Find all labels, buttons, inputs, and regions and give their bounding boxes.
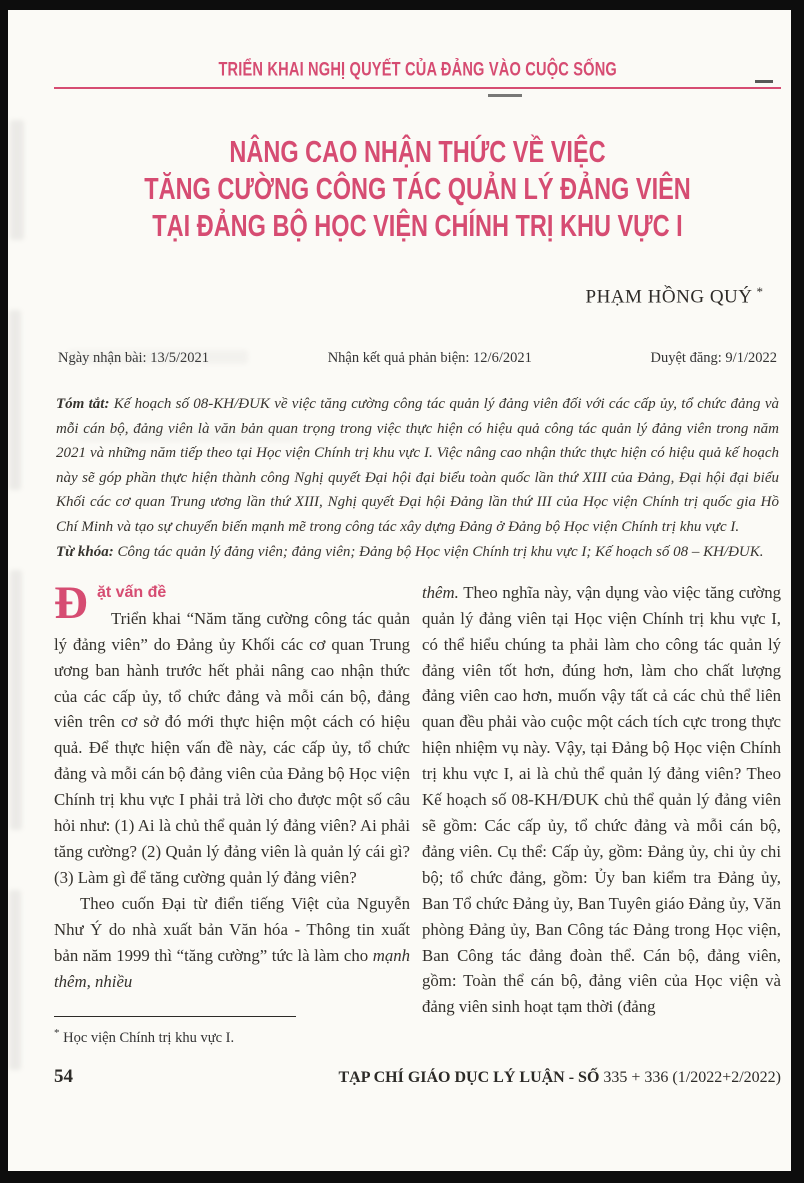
journal-info	[338, 1069, 781, 1087]
title-line-1: NÂNG CAO NHẬN THỨC VỀ VIỆC	[229, 134, 606, 169]
footnote	[54, 1016, 410, 1050]
journal-banner	[54, 60, 781, 80]
abstract-label: Tóm tắt:	[56, 396, 110, 413]
article-title	[54, 133, 781, 244]
received-date: Ngày nhận bài: 13/5/2021	[58, 350, 210, 367]
keywords-text: Công tác quản lý đảng viên; đảng viên; Đảng bộ Học viện Chính trị khu vực I; Kế hoạch số 08 – KH/ĐUK.	[113, 544, 764, 561]
scan-artifact	[9, 890, 21, 1070]
author-name: PHẠM HỒNG QUÝ	[585, 286, 753, 308]
banner-title: TRIỂN KHAI NGHỊ QUYẾT CỦA ĐẢNG VÀO CUỘC SỐNG	[218, 58, 617, 81]
keywords	[56, 540, 779, 565]
paragraph	[54, 891, 410, 995]
footnote-body: Học viện Chính trị khu vực I.	[59, 1029, 235, 1046]
paragraph-text: Theo nghĩa này, vận dụng vào việc tăng cường quản lý đảng viên tại Học viện Chính trị khu vực I, có thể hiểu chúng ta phải làm cho công tác quản lý đảng viên tốt hơn, đúng hơn, làm cho chất lượng đảng viên cao hơn, muốn vậy tất cả các chủ thể liên quan đều phải vào cuộc một cách tích cực trong thực hiện nhiệm vụ này. Vậy, tại Đảng bộ Học viện Chính trị khu vực I, ai là chủ thể quản lý đảng viên? Theo Kế hoạch số 08-KH/ĐUK chủ thể quản lý đảng viên sẽ gồm: Các cấp ủy, tổ chức đảng và mỗi cán bộ, đảng viên. Cụ thể: Cấp ủy, gồm: Đảng ủy, chi ủy chi bộ; tổ chức đảng, gồm: Ủy ban kiểm tra Đảng ủy, Ban Tổ chức Đảng ủy, Ban Tuyên giáo Đảng ủy, Văn phòng Đảng ủy, Ban Công tác Đảng trong Học viện, Ban Công tác đảng đoàn thể. Cán bộ, đảng viên, gồm: Toàn thể cán bộ, đảng viên của Học viện và đảng viên sinh hoạt tạm thời (đảng	[422, 582, 781, 1017]
approved-date: Duyệt đăng: 9/1/2022	[650, 350, 777, 367]
abstract-text: Kế hoạch số 08-KH/ĐUK về việc tăng cường công tác quản lý đảng viên đối với các cấp ủy, tổ chức đảng và mỗi cán bộ, đảng viên là văn bản quan trọng trong việc thực hiện có hiệu quả công tác quản lý đảng viên trong năm 2021 và những năm tiếp theo tại Học viện Chính trị khu vực I. Việc nâng cao nhận thức thực hiện có hiệu quả kế hoạch này sẽ góp phần thực hiện thành công Nghị quyết Đại hội đại biểu toàn quốc lần thứ XIII của Đảng, Đại hội đại biểu Khối các cơ quan Trung ương lần thứ XIII, Nghị quyết Đại hội Đảng lần thứ III của Học viện Chính trị quốc gia Hồ Chí Minh và tạo sự chuyển biến mạnh mẽ trong công tác xây dựng Đảng ở Đảng bộ Học viện Chính trị khu vực I.	[56, 396, 779, 535]
article-body	[54, 580, 781, 1050]
abstract	[56, 392, 779, 539]
right-column	[422, 580, 781, 1050]
meta-row	[58, 350, 777, 367]
journal-issue: 335 + 336 (1/2022+2/2022)	[599, 1068, 781, 1086]
review-date: Nhận kết quả phản biện: 12/6/2021	[327, 350, 532, 367]
author-footnote-mark: *	[756, 284, 763, 299]
journal-name: TẠP CHÍ GIÁO DỤC LÝ LUẬN - SỐ	[338, 1068, 600, 1086]
scan-artifact	[10, 570, 22, 830]
footnote-mark: *	[54, 1027, 60, 1039]
paragraph: Triển khai “Năm tăng cường công tác quản lý đảng viên” do Đảng ủy Khối các cơ quan Trung ương ban hành trước hết phải nâng cao nhận thức của các cấp ủy, tổ chức đảng và mỗi cán bộ, đảng viên trên cơ sở đó mới thực hiện một cách có hiệu quả. Để thực hiện vấn đề này, các cấp ủy, tổ chức đảng và mỗi cán bộ đảng viên của Đảng bộ Học viện Chính trị khu vực I phải trả lời cho được một số câu hỏi như: (1) Ai là chủ thể quản lý đảng viên? Ai phải tăng cường? (2) Quản lý đảng viên là quản lý cái gì? (3) Làm gì để tăng cường quản lý đảng viên?	[54, 608, 410, 887]
scan-artifact	[755, 80, 773, 83]
keywords-label: Từ khóa:	[56, 544, 114, 561]
page-footer	[54, 1066, 781, 1088]
scan-artifact	[10, 120, 24, 240]
intro-block	[54, 580, 410, 891]
paragraph-italic: mạnh thêm, nhiều	[54, 945, 410, 991]
author-row	[54, 284, 763, 308]
title-line-2: TĂNG CƯỜNG CÔNG TÁC QUẢN LÝ ĐẢNG VIÊN	[144, 171, 691, 206]
continued-italic: thêm.	[422, 582, 459, 602]
scan-artifact	[488, 94, 522, 97]
left-column	[54, 580, 410, 1050]
title-line-3: TẠI ĐẢNG BỘ HỌC VIỆN CHÍNH TRỊ KHU VỰC I	[152, 208, 683, 243]
paragraph-text: Theo cuốn Đại từ điển tiếng Việt của Nguyễn Như Ý do nhà xuất bản Văn hóa - Thông tin xuất bản năm 1999 thì “tăng cường” tức là làm cho	[54, 893, 410, 965]
scan-artifact	[9, 310, 21, 490]
footnote-rule	[54, 1016, 296, 1017]
dropcap: Đ	[54, 579, 88, 629]
paragraph	[422, 580, 781, 1020]
footnote-text	[54, 1023, 410, 1048]
page-number: 54	[54, 1065, 73, 1087]
article-page	[8, 10, 791, 1171]
banner-rule	[54, 87, 781, 89]
section-heading: ặt vấn đề	[96, 583, 167, 601]
